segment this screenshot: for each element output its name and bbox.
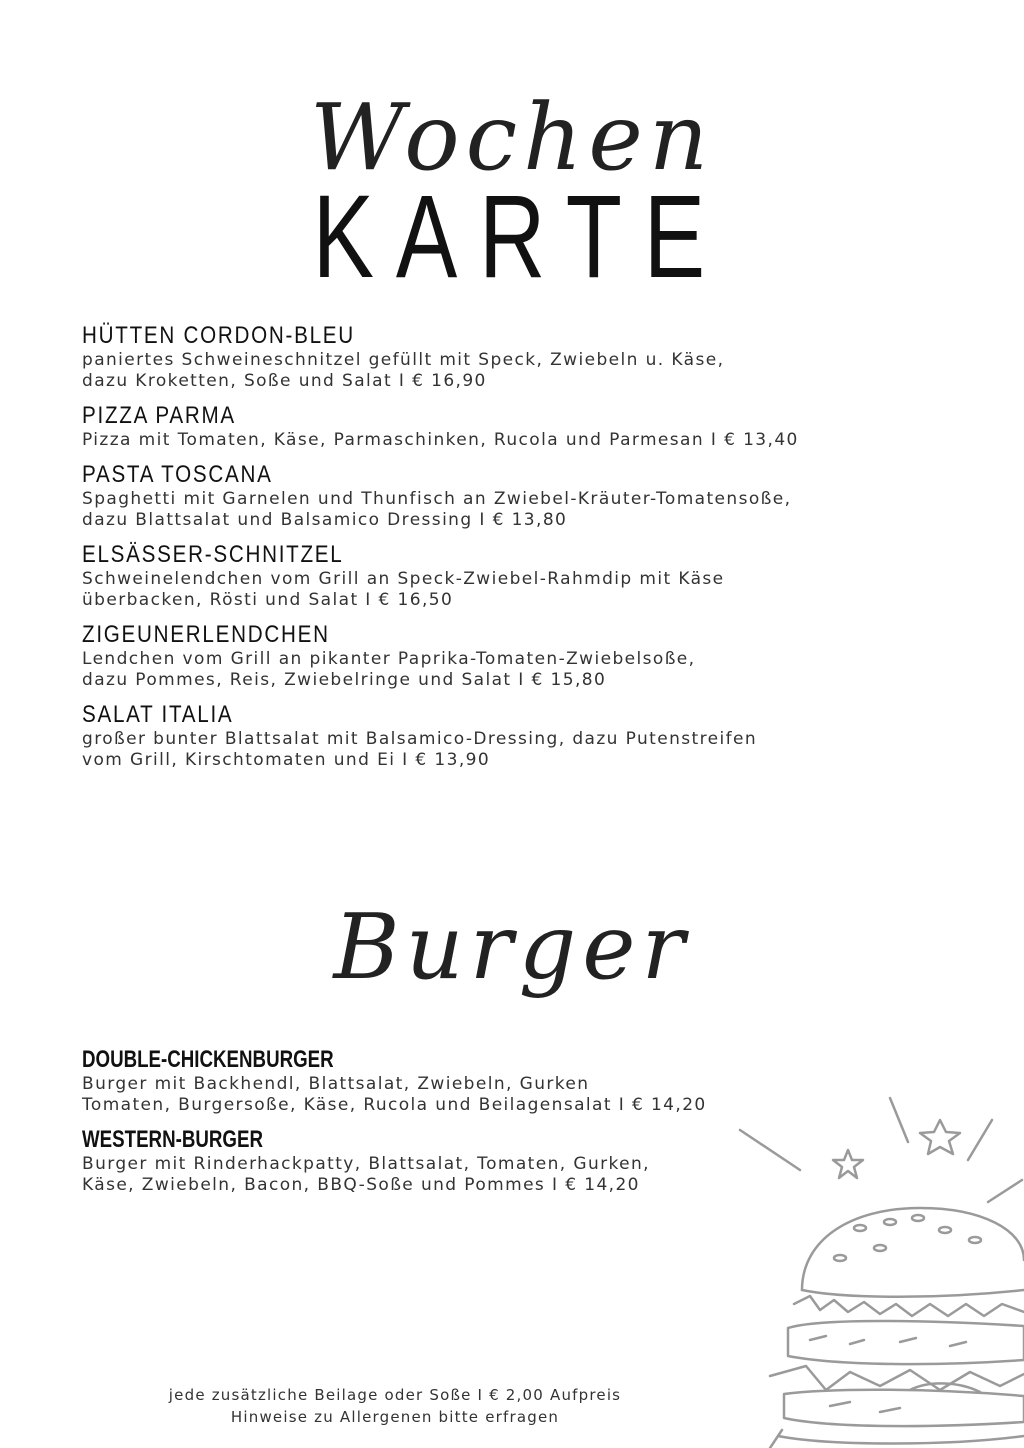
block-title-karte: KARTE	[312, 171, 727, 303]
menu-item-description: Lendchen vom Grill an pikanter Paprika-Tomaten-Zwiebelsoße, dazu Pommes, Reis, Zwiebelringe und Salat I € 15,80	[82, 649, 696, 690]
menu-item-name: ZIGEUNERLENDCHEN	[82, 621, 330, 648]
menu-item	[82, 621, 962, 691]
menu-item-name: SALAT ITALIA	[82, 701, 234, 728]
menu-item-name: PIZZA PARMA	[82, 402, 236, 429]
menu-item	[82, 701, 962, 771]
menu-item-name: HÜTTEN CORDON-BLEU	[82, 322, 355, 349]
menu-item-description: Spaghetti mit Garnelen und Thunfisch an Zwiebel-Kräuter-Tomatensoße, dazu Blattsalat und Balsamico Dressing I € 13,80	[82, 489, 792, 530]
script-title-wochen: Wochen	[309, 84, 715, 191]
menu-item-description: Burger mit Rinderhackpatty, Blattsalat, Tomaten, Gurken, Käse, Zwiebeln, Bacon, BBQ-Soße und Pommes I € 14,20	[82, 1154, 650, 1195]
menu-item-description: großer bunter Blattsalat mit Balsamico-Dressing, dazu Putenstreifen vom Grill, Kirschtomaten und Ei I € 13,90	[82, 729, 758, 770]
menu-item-name: ELSÄSSER-SCHNITZEL	[82, 541, 344, 568]
menu-item-description: Schweinelendchen vom Grill an Speck-Zwiebel-Rahmdip mit Käse überbacken, Rösti und Salat I € 16,50	[82, 569, 725, 610]
menu-item-description: paniertes Schweineschnitzel gefüllt mit Speck, Zwiebeln u. Käse, dazu Kroketten, Soße und Salat I € 16,90	[82, 350, 725, 391]
menu-item-name: WESTERN-BURGER	[82, 1126, 263, 1153]
weekly-menu-list	[82, 322, 962, 781]
menu-item	[82, 402, 962, 451]
menu-item-name: PASTA TOSCANA	[82, 461, 273, 488]
footer-allergen-note: Hinweise zu Allergenen bitte erfragen	[230, 1408, 560, 1426]
menu-item	[82, 541, 962, 611]
menu-item-name: DOUBLE-CHICKENBURGER	[82, 1046, 334, 1073]
footer-extra-side-note: jede zusätzliche Beilage oder Soße I € 2,00 Aufpreis	[168, 1386, 622, 1404]
menu-item	[82, 322, 962, 392]
script-title-burger: Burger	[333, 895, 691, 1000]
footer-notes	[0, 1384, 790, 1428]
menu-item-description: Burger mit Backhendl, Blattsalat, Zwiebeln, Gurken Tomaten, Burgersoße, Käse, Rucola und Beilagensalat I € 14,20	[82, 1074, 707, 1115]
menu-item-description: Pizza mit Tomaten, Käse, Parmaschinken, Rucola und Parmesan I € 13,40	[82, 430, 799, 450]
menu-item	[82, 461, 962, 531]
